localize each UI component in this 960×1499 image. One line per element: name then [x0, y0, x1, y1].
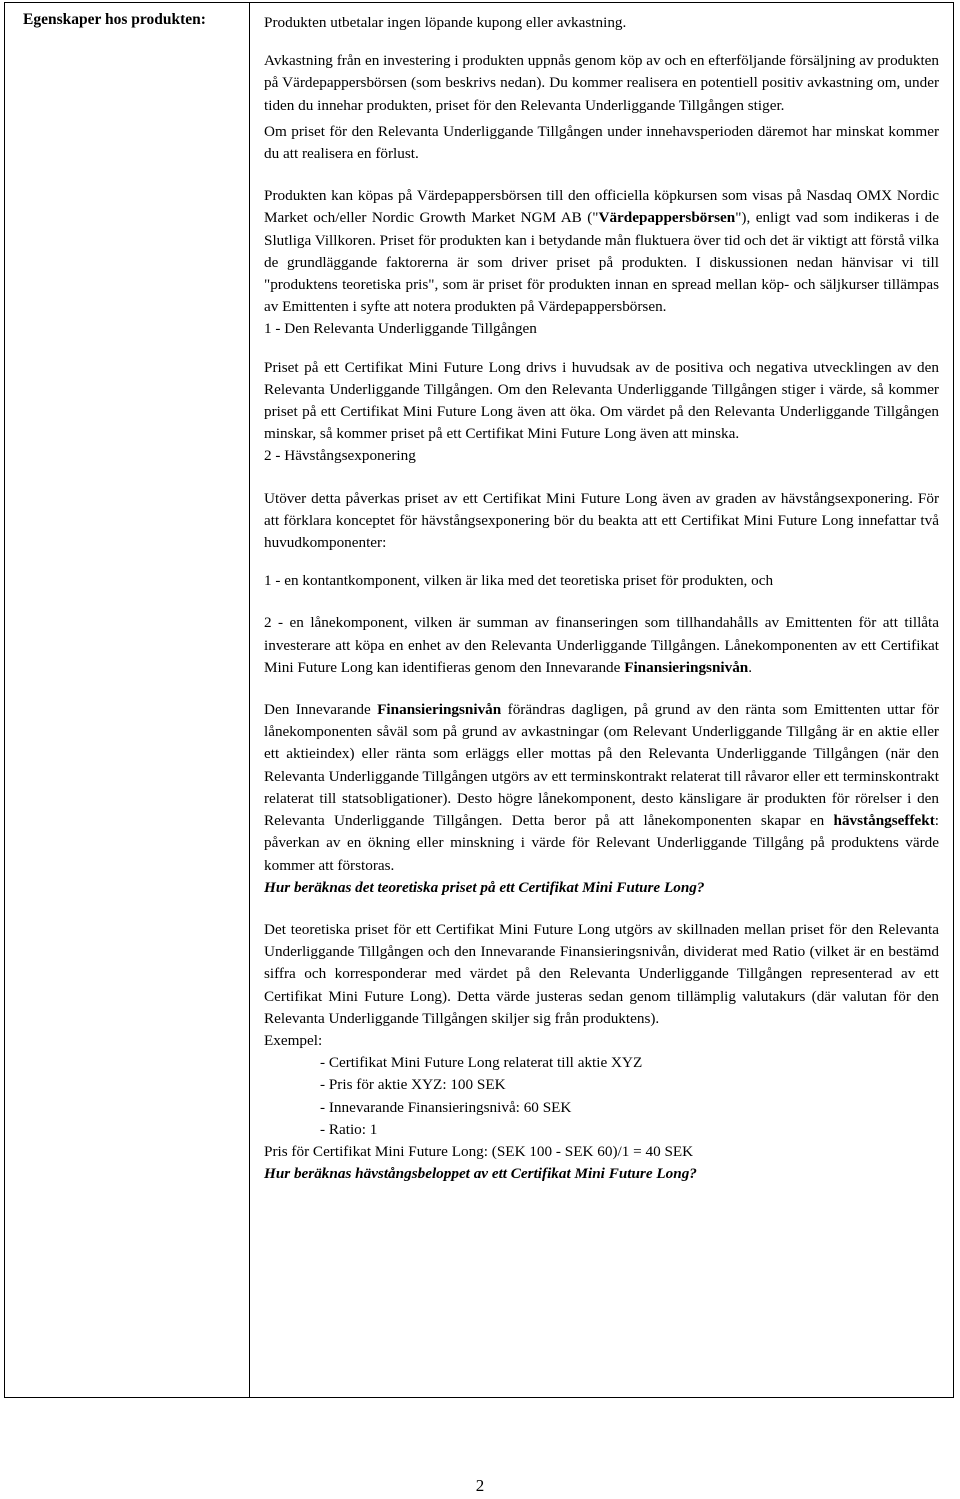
- return-text-part-1: Avkastning från en investering i produkten uppnås genom köp av och en efterföljande försäljning av produkten på Värdepappersbörsen (som beskrivs nedan).: [264, 52, 939, 92]
- intro-paragraph-coupon: Produkten utbetalar ingen löpande kupong eller avkastning.: [264, 14, 627, 31]
- example-item: - Certifikat Mini Future Long relaterat till aktie XYZ: [320, 1054, 643, 1072]
- row-content: [264, 12, 939, 1185]
- financing-bold-term-2: hävstångseffekt: [833, 812, 935, 830]
- example-list: [264, 1052, 939, 1141]
- example-heading: Exempel:: [264, 1031, 323, 1049]
- component-item-2-bold-term: Finansieringsnivån: [624, 658, 749, 676]
- component-item-2-text: 2 - en lånekomponent, vilken är summan av finanseringen som tillhandahålls av Emittenten för att tillåta investerare att köpa en enhet av den Relevanta Underliggande Tillgången. Lånekomponenten av ett Certifikat Mini Future Long kan identifieras genom den Innevarande: [264, 614, 939, 676]
- intro-paragraph-loss: Om priset för den Relevanta Underliggande Tillgången under innehavsperioden däremot har minskat kommer du att realisera en förlust.: [264, 122, 939, 163]
- exchange-text-part-2: "), enligt vad som indikeras i de Slutliga Villkoren. Priset för produkten kan i betydande mån fluktuera över tid och det är viktigt att förstå vilka de grundläggande faktorerna är som driver priset på produkten. I diskussionen nedan hänvisar vi till "produktens teoretiska pris", som är priset för produkten innan en spread mellan köp- och säljkurser tillämpas av Emittenten i syfte att notera produkten på Värdepappersbörsen.: [264, 209, 939, 316]
- section-1-paragraph: Priset på ett Certifikat Mini Future Long drivs i huvudsak av de positiva och negativa utvecklingen av den Relevanta Underliggande Tillgången. Om den Relevanta Underliggande Tillgången stiger i värde, så kommer priset på ett Certifikat Mini Future Long även att öka. Om värdet på den Relevanta Underliggande Tillgången minskar, så kommer priset på ett Certifikat Mini Future Long även att minska.: [264, 358, 939, 443]
- section-1-heading: 1 - Den Relevanta Underliggande Tillgången: [264, 320, 537, 338]
- example-item: - Innevarande Finansieringsnivå: 60 SEK: [320, 1098, 572, 1116]
- question-theoretical-price: Hur beräknas det teoretiska priset på ett Certifikat Mini Future Long?: [264, 878, 705, 896]
- column-divider: [249, 3, 250, 1397]
- exchange-paragraph: [264, 185, 939, 318]
- financing-bold-term-1: Finansieringsnivån: [377, 701, 502, 719]
- product-features-table: [4, 2, 954, 1398]
- page-number: 2: [475, 1476, 485, 1495]
- example-item: - Pris för aktie XYZ: 100 SEK: [320, 1076, 506, 1094]
- intro-paragraph-return: [264, 50, 939, 117]
- exchange-text-part-1: Produkten kan köpas på Värdepappersbörsen till den officiella köpkursen som visas på Nasdaq OMX Nordic Market och/eller Nordic Growth Market NGM AB (": [264, 187, 939, 227]
- financing-paragraph: [264, 699, 939, 877]
- component-item-2: [264, 612, 939, 679]
- financing-text-part-1: Den Innevarande: [264, 701, 378, 719]
- component-item-2-end: .: [748, 658, 753, 676]
- financing-text-part-2: förändras dagligen, på grund av den ränta som Emittenten uttar för lånekomponenten såväl som på grund av avkastningar (om Relevant Underliggande Tillgång är en aktie eller ett aktieindex) eller ränta som erläggs eller mottas på den Relevanta Underliggande Tillgången (när den Relevanta Underliggande Tillgången utgörs av ett terminskontrakt relaterat till råvaror eller ett terminskontrakt relaterat till statsobligationer). Desto högre lånekomponent, desto känsligare är produkten för rörelser i den Relevanta Underliggande Tillgången. Detta beror på att lånekomponenten skapar en: [264, 701, 939, 830]
- example-item: - Ratio: 1: [320, 1120, 378, 1138]
- financing-text-part-3: : påverkan av en ökning eller minskning i värde för Relevant Underliggande Tillgång på produktens värde kommer att förstoras.: [264, 812, 939, 874]
- component-item-1: 1 - en kontantkomponent, vilken är lika med det teoretiska priset för produkten, och: [264, 572, 774, 590]
- exchange-bold-term: Värdepappersbörsen: [598, 209, 736, 227]
- question-leverage-amount: Hur beräknas hävstångsbeloppet av ett Certifikat Mini Future Long?: [264, 1165, 697, 1183]
- row-label: Egenskaper hos produkten:: [23, 11, 206, 28]
- section-2-paragraph: Utöver detta påverkas priset av ett Certifikat Mini Future Long även av graden av hävstångsexponering. För att förklara konceptet för hävstångsexponering bör du beakta att ett Certifikat Mini Future Long innefattar två huvudkomponenter:: [264, 489, 939, 552]
- example-result: Pris för Certifikat Mini Future Long: (SEK 100 - SEK 60)/1 = 40 SEK: [264, 1142, 694, 1160]
- return-text-part-2: Du kommer realisera en potentiell positiv avkastning om, under tiden du innehar produkten, priset för den Relevanta Underliggande Tillgången stiger.: [264, 74, 939, 114]
- section-2-heading: 2 - Hävstångsexponering: [264, 447, 416, 465]
- theoretical-price-paragraph: Det teoretiska priset för ett Certifikat Mini Future Long utgörs av skillnaden mellan priset för den Relevanta Underliggande Tillgången och den Innevarande Finansieringsnivån, dividerat med Ratio (vilket är en bestämd siffra och korresponderar med värdet på den Relevanta Underliggande Tillgången representerad av ett Certifikat Mini Future Long). Detta värde justeras sedan genom tillämplig valutakurs (där valutan för den Relevanta Underliggande Tillgången skiljer sig från produktens).: [264, 920, 939, 1027]
